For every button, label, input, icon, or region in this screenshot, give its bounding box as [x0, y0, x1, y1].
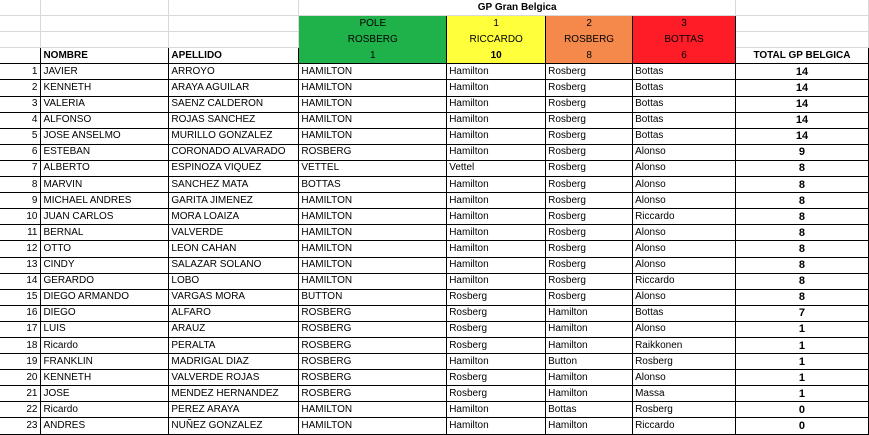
table-row — [0, 96, 869, 112]
table-row — [0, 225, 869, 241]
nombre-cell[interactable]: JOSE — [41, 386, 169, 402]
row-number[interactable]: 18 — [0, 337, 41, 353]
p2-cell[interactable]: Bottas — [546, 402, 633, 418]
apellido-cell[interactable]: SAENZ CALDERON — [169, 96, 299, 112]
total-cell[interactable]: 8 — [735, 257, 868, 273]
nombre-cell[interactable]: MARVIN — [41, 177, 169, 193]
p3-cell[interactable]: Alonso — [633, 257, 736, 273]
p3-cell[interactable]: Alonso — [633, 193, 736, 209]
p1-cell[interactable]: Hamilton — [447, 257, 546, 273]
row-number[interactable]: 10 — [0, 209, 41, 225]
row-number[interactable]: 8 — [0, 177, 41, 193]
pole-cell[interactable]: HAMILTON — [299, 64, 447, 80]
total-cell[interactable]: 8 — [735, 273, 868, 289]
total-cell[interactable]: 14 — [735, 96, 868, 112]
table-row — [0, 418, 869, 434]
p3-header-driver[interactable]: BOTTAS — [633, 32, 736, 48]
total-cell[interactable]: 9 — [735, 144, 868, 160]
header-row-2 — [0, 32, 869, 48]
p2-cell[interactable]: Rosberg — [546, 193, 633, 209]
total-cell[interactable]: 1 — [735, 337, 868, 353]
p1-cell[interactable]: Hamilton — [447, 402, 546, 418]
p3-cell[interactable]: Alonso — [633, 370, 736, 386]
row-number[interactable]: 7 — [0, 160, 41, 176]
p1-cell[interactable]: Rosberg — [447, 305, 546, 321]
apellido-cell[interactable]: ESPINOZA VIQUEZ — [169, 160, 299, 176]
p3-cell[interactable]: Alonso — [633, 241, 736, 257]
p1-cell[interactable]: Rosberg — [447, 289, 546, 305]
table-row — [0, 80, 869, 96]
row-number[interactable]: 9 — [0, 193, 41, 209]
nombre-cell[interactable]: JOSE ANSELMO — [41, 128, 169, 144]
total-cell[interactable]: 14 — [735, 80, 868, 96]
p2-cell[interactable]: Rosberg — [546, 112, 633, 128]
pole-cell[interactable]: HAMILTON — [299, 128, 447, 144]
pole-cell[interactable]: VETTEL — [299, 160, 447, 176]
p2-cell[interactable]: Rosberg — [546, 257, 633, 273]
p1-cell[interactable]: Hamilton — [447, 209, 546, 225]
p3-cell[interactable]: Riccardo — [633, 209, 736, 225]
apellido-cell[interactable]: ROJAS SANCHEZ — [169, 112, 299, 128]
row-number[interactable]: 12 — [0, 241, 41, 257]
pole-header-label[interactable]: POLE — [299, 16, 447, 32]
total-cell[interactable]: 1 — [735, 354, 868, 370]
title-row — [0, 0, 869, 16]
row-number[interactable]: 17 — [0, 321, 41, 337]
nombre-cell[interactable]: FRANKLIN — [41, 354, 169, 370]
p2-cell[interactable]: Rosberg — [546, 289, 633, 305]
p3-cell[interactable]: Bottas — [633, 96, 736, 112]
total-cell[interactable]: 1 — [735, 321, 868, 337]
row-number[interactable]: 22 — [0, 402, 41, 418]
pole-cell[interactable]: ROSBERG — [299, 386, 447, 402]
apellido-cell[interactable]: GARITA JIMENEZ — [169, 193, 299, 209]
apellido-cell[interactable]: CORONADO ALVARADO — [169, 144, 299, 160]
p1-cell[interactable]: Hamilton — [447, 354, 546, 370]
pole-cell[interactable]: ROSBERG — [299, 370, 447, 386]
p2-cell[interactable]: Rosberg — [546, 128, 633, 144]
p3-cell[interactable]: Alonso — [633, 177, 736, 193]
p3-cell[interactable]: Riccardo — [633, 418, 736, 434]
p3-cell[interactable]: Riccardo — [633, 273, 736, 289]
p1-cell[interactable]: Hamilton — [447, 225, 546, 241]
p3-cell[interactable]: Raikkonen — [633, 337, 736, 353]
total-header[interactable]: TOTAL GP BELGICA — [735, 48, 868, 64]
row-number[interactable]: 11 — [0, 225, 41, 241]
row-number[interactable]: 13 — [0, 257, 41, 273]
apellido-cell[interactable]: SANCHEZ MATA — [169, 177, 299, 193]
table-row — [0, 321, 869, 337]
table-row — [0, 112, 869, 128]
row-number[interactable]: 19 — [0, 354, 41, 370]
apellido-cell[interactable]: PEREZ ARAYA — [169, 402, 299, 418]
row-number[interactable]: 20 — [0, 370, 41, 386]
row-number[interactable]: 16 — [0, 305, 41, 321]
p3-cell[interactable]: Bottas — [633, 64, 736, 80]
row-number[interactable]: 4 — [0, 112, 41, 128]
row-number[interactable]: 6 — [0, 144, 41, 160]
nombre-cell[interactable]: JUAN CARLOS — [41, 209, 169, 225]
sheet-title[interactable]: GP Gran Belgica — [299, 0, 736, 16]
p3-cell[interactable]: Alonso — [633, 289, 736, 305]
p2-cell[interactable]: Hamilton — [546, 386, 633, 402]
p2-cell[interactable]: Hamilton — [546, 370, 633, 386]
apellido-cell[interactable]: NUÑEZ GONZALEZ — [169, 418, 299, 434]
p1-cell[interactable]: Rosberg — [447, 386, 546, 402]
apellido-header[interactable]: APELLIDO — [169, 48, 299, 64]
pole-cell[interactable]: HAMILTON — [299, 112, 447, 128]
pole-cell[interactable]: HAMILTON — [299, 193, 447, 209]
p2-cell[interactable]: Rosberg — [546, 241, 633, 257]
p2-cell[interactable]: Button — [546, 354, 633, 370]
nombre-cell[interactable]: JAVIER — [41, 64, 169, 80]
pole-cell[interactable]: HAMILTON — [299, 402, 447, 418]
table-row — [0, 337, 869, 353]
p3-header-label[interactable]: 3 — [633, 16, 736, 32]
p3-cell[interactable]: Alonso — [633, 144, 736, 160]
p1-cell[interactable]: Rosberg — [447, 321, 546, 337]
apellido-cell[interactable]: MENDEZ HERNANDEZ — [169, 386, 299, 402]
p2-cell[interactable]: Hamilton — [546, 418, 633, 434]
nombre-cell[interactable]: BERNAL — [41, 225, 169, 241]
p2-cell[interactable]: Rosberg — [546, 96, 633, 112]
total-cell[interactable]: 0 — [735, 418, 868, 434]
pole-cell[interactable]: HAMILTON — [299, 273, 447, 289]
p2-cell[interactable]: Rosberg — [546, 225, 633, 241]
p1-cell[interactable]: Hamilton — [447, 64, 546, 80]
pole-cell[interactable]: BOTTAS — [299, 177, 447, 193]
p2-cell[interactable]: Rosberg — [546, 209, 633, 225]
p3-cell[interactable]: Rosberg — [633, 354, 736, 370]
pole-cell[interactable]: HAMILTON — [299, 241, 447, 257]
table-row — [0, 241, 869, 257]
table-row — [0, 305, 869, 321]
nombre-cell[interactable]: Ricardo — [41, 402, 169, 418]
p1-cell[interactable]: Hamilton — [447, 241, 546, 257]
nombre-cell[interactable]: MICHAEL ANDRES — [41, 193, 169, 209]
apellido-cell[interactable]: SALAZAR SOLANO — [169, 257, 299, 273]
pole-cell[interactable]: ROSBERG — [299, 354, 447, 370]
nombre-cell[interactable]: GERARDO — [41, 273, 169, 289]
apellido-cell[interactable]: MADRIGAL DIAZ — [169, 354, 299, 370]
table-row — [0, 193, 869, 209]
p1-header-driver[interactable]: RICCARDO — [447, 32, 546, 48]
p1-cell[interactable]: Hamilton — [447, 273, 546, 289]
p1-cell[interactable]: Hamilton — [447, 128, 546, 144]
apellido-cell[interactable]: ALFARO — [169, 305, 299, 321]
p1-header-label[interactable]: 1 — [447, 16, 546, 32]
header-row-3 — [0, 48, 869, 64]
apellido-cell[interactable]: VALVERDE ROJAS — [169, 370, 299, 386]
nombre-cell[interactable]: VALERIA — [41, 96, 169, 112]
row-number[interactable]: 14 — [0, 273, 41, 289]
p2-header-driver[interactable]: ROSBERG — [546, 32, 633, 48]
apellido-cell[interactable]: PERALTA — [169, 337, 299, 353]
p3-cell[interactable]: Massa — [633, 386, 736, 402]
p2-cell[interactable]: Rosberg — [546, 177, 633, 193]
total-cell[interactable]: 8 — [735, 225, 868, 241]
table-row — [0, 160, 869, 176]
p2-header-label[interactable]: 2 — [546, 16, 633, 32]
p3-cell[interactable]: Bottas — [633, 112, 736, 128]
p3-cell[interactable]: Bottas — [633, 128, 736, 144]
p1-cell[interactable]: Hamilton — [447, 112, 546, 128]
pole-cell[interactable]: ROSBERG — [299, 305, 447, 321]
table-row — [0, 289, 869, 305]
total-cell[interactable]: 14 — [735, 128, 868, 144]
apellido-cell[interactable]: VARGAS MORA — [169, 289, 299, 305]
p3-cell[interactable]: Alonso — [633, 321, 736, 337]
p3-cell[interactable]: Rosberg — [633, 402, 736, 418]
nombre-cell[interactable]: DIEGO — [41, 305, 169, 321]
nombre-cell[interactable]: KENNETH — [41, 370, 169, 386]
row-number[interactable]: 21 — [0, 386, 41, 402]
p1-cell[interactable]: Hamilton — [447, 144, 546, 160]
nombre-cell[interactable]: KENNETH — [41, 80, 169, 96]
p1-cell[interactable]: Hamilton — [447, 193, 546, 209]
total-cell[interactable]: 8 — [735, 289, 868, 305]
p1-cell[interactable]: Rosberg — [447, 370, 546, 386]
p2-cell[interactable]: Hamilton — [546, 305, 633, 321]
nombre-cell[interactable]: OTTO — [41, 241, 169, 257]
pole-cell[interactable]: HAMILTON — [299, 209, 447, 225]
row-number[interactable]: 23 — [0, 418, 41, 434]
nombre-cell[interactable]: LUIS — [41, 321, 169, 337]
table-row — [0, 177, 869, 193]
apellido-cell[interactable]: VALVERDE — [169, 225, 299, 241]
p1-points[interactable]: 10 — [447, 48, 546, 64]
pole-cell[interactable]: HAMILTON — [299, 96, 447, 112]
pole-header-driver[interactable]: ROSBERG — [299, 32, 447, 48]
total-cell[interactable]: 8 — [735, 241, 868, 257]
p3-cell[interactable]: Alonso — [633, 160, 736, 176]
pole-cell[interactable]: ROSBERG — [299, 144, 447, 160]
p3-points[interactable]: 6 — [633, 48, 736, 64]
nombre-header[interactable]: NOMBRE — [41, 48, 169, 64]
table-row — [0, 144, 869, 160]
pole-points[interactable]: 1 — [299, 48, 447, 64]
row-number[interactable]: 1 — [0, 64, 41, 80]
p3-cell[interactable]: Bottas — [633, 80, 736, 96]
total-cell[interactable]: 8 — [735, 193, 868, 209]
p2-cell[interactable]: Rosberg — [546, 64, 633, 80]
p3-cell[interactable]: Bottas — [633, 305, 736, 321]
header-row-1 — [0, 16, 869, 32]
total-cell[interactable]: 14 — [735, 112, 868, 128]
apellido-cell[interactable]: ARAUZ — [169, 321, 299, 337]
row-number[interactable]: 3 — [0, 96, 41, 112]
table-row — [0, 386, 869, 402]
total-cell[interactable]: 7 — [735, 305, 868, 321]
pole-cell[interactable]: HAMILTON — [299, 80, 447, 96]
table-row — [0, 402, 869, 418]
total-cell[interactable]: 1 — [735, 370, 868, 386]
nombre-cell[interactable]: ALBERTO — [41, 160, 169, 176]
row-number[interactable]: 5 — [0, 128, 41, 144]
nombre-cell[interactable]: Ricardo — [41, 337, 169, 353]
nombre-cell[interactable]: CINDY — [41, 257, 169, 273]
table-row — [0, 209, 869, 225]
total-cell[interactable]: 8 — [735, 209, 868, 225]
nombre-cell[interactable]: DIEGO ARMANDO — [41, 289, 169, 305]
pole-cell[interactable]: HAMILTON — [299, 257, 447, 273]
p2-cell[interactable]: Hamilton — [546, 321, 633, 337]
nombre-cell[interactable]: ESTEBAN — [41, 144, 169, 160]
pole-cell[interactable]: ROSBERG — [299, 321, 447, 337]
apellido-cell[interactable]: ARROYO — [169, 64, 299, 80]
table-row — [0, 64, 869, 80]
p2-cell[interactable]: Rosberg — [546, 273, 633, 289]
total-cell[interactable]: 1 — [735, 386, 868, 402]
apellido-cell[interactable]: ARAYA AGUILAR — [169, 80, 299, 96]
p1-cell[interactable]: Hamilton — [447, 96, 546, 112]
p1-cell[interactable]: Rosberg — [447, 337, 546, 353]
total-cell[interactable]: 8 — [735, 177, 868, 193]
p1-cell[interactable]: Vettel — [447, 160, 546, 176]
table-row — [0, 273, 869, 289]
total-cell[interactable]: 14 — [735, 64, 868, 80]
apellido-cell[interactable]: MORA LOAIZA — [169, 209, 299, 225]
p1-cell[interactable]: Hamilton — [447, 418, 546, 434]
table-row — [0, 370, 869, 386]
pole-cell[interactable]: ROSBERG — [299, 337, 447, 353]
p2-cell[interactable]: Rosberg — [546, 80, 633, 96]
p2-cell[interactable]: Hamilton — [546, 337, 633, 353]
apellido-cell[interactable]: LOBO — [169, 273, 299, 289]
apellido-cell[interactable]: LEON CAHAN — [169, 241, 299, 257]
row-number[interactable]: 2 — [0, 80, 41, 96]
total-cell[interactable]: 0 — [735, 402, 868, 418]
row-number[interactable]: 15 — [0, 289, 41, 305]
p2-cell[interactable]: Rosberg — [546, 160, 633, 176]
p2-points[interactable]: 8 — [546, 48, 633, 64]
nombre-cell[interactable]: ALFONSO — [41, 112, 169, 128]
pole-cell[interactable]: HAMILTON — [299, 418, 447, 434]
nombre-cell[interactable]: ANDRES — [41, 418, 169, 434]
total-cell[interactable]: 8 — [735, 160, 868, 176]
table-row — [0, 128, 869, 144]
p1-cell[interactable]: Hamilton — [447, 177, 546, 193]
table-row — [0, 354, 869, 370]
p1-cell[interactable]: Hamilton — [447, 80, 546, 96]
p3-cell[interactable]: Alonso — [633, 225, 736, 241]
pole-cell[interactable]: HAMILTON — [299, 225, 447, 241]
apellido-cell[interactable]: MURILLO GONZALEZ — [169, 128, 299, 144]
p2-cell[interactable]: Rosberg — [546, 144, 633, 160]
pole-cell[interactable]: BUTTON — [299, 289, 447, 305]
table-row — [0, 257, 869, 273]
